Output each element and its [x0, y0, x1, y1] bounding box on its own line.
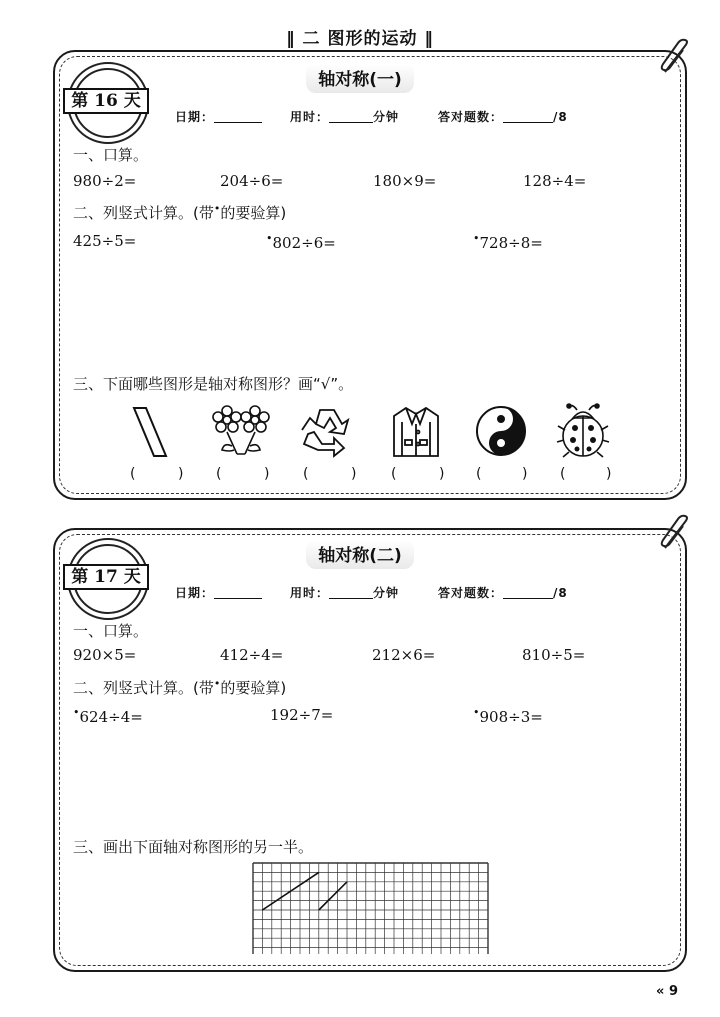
section-draw-heading: 三、画出下面轴对称图形的另一半。	[73, 838, 314, 856]
time-field: 用时： 分钟	[290, 586, 400, 600]
answer-paren-open: (	[391, 466, 397, 482]
oral-problem: 810÷5=	[522, 646, 586, 664]
vertical-problem: •728÷8=	[473, 232, 543, 252]
answer-paren-close: )	[606, 466, 612, 482]
section-vertical-heading: 二、列竖式计算。(带•的要验算)	[73, 202, 287, 222]
parallelogram-icon	[130, 404, 170, 460]
oral-problem: 212×6=	[372, 646, 436, 664]
answer-paren-open: (	[130, 466, 136, 482]
ladybug-icon	[555, 402, 611, 460]
answer-paren-close: )	[264, 466, 270, 482]
oral-problem: 920×5=	[73, 646, 137, 664]
day-badge: 第 17 天	[67, 538, 149, 620]
vertical-problem: •624÷4=	[73, 706, 143, 726]
yin-yang-icon	[474, 404, 528, 458]
figure-segment	[319, 882, 347, 910]
oral-problem: 412÷4=	[220, 646, 284, 664]
lesson-title: 轴对称(一)	[0, 64, 720, 93]
score-field: 答对题数： /8	[438, 586, 568, 600]
answer-paren-open: (	[303, 466, 309, 482]
jacket-icon	[390, 404, 442, 460]
answer-paren-close: )	[351, 466, 357, 482]
time-field: 用时： 分钟	[290, 110, 400, 124]
day-badge: 第 16 天	[67, 62, 149, 144]
section-vertical-heading: 二、列竖式计算。(带•的要验算)	[73, 677, 287, 697]
date-field: 日期：	[175, 584, 262, 601]
score-field: 答对题数： /8	[438, 110, 568, 124]
vertical-problem: •802÷6=	[266, 232, 336, 252]
oral-problem: 180×9=	[373, 172, 437, 190]
section-symmetry-heading: 三、下面哪些图形是轴对称图形？画“√”。	[73, 375, 354, 393]
drawing-grid[interactable]	[252, 862, 489, 954]
answer-paren-close: )	[439, 466, 445, 482]
answer-paren-close: )	[522, 466, 528, 482]
oral-problem: 204÷6=	[220, 172, 284, 190]
vertical-problem: 425÷5=	[73, 232, 137, 250]
answer-paren-open: (	[560, 466, 566, 482]
date-field: 日期：	[175, 108, 262, 125]
recycle-icon	[298, 404, 356, 460]
oral-problem: 128÷4=	[523, 172, 587, 190]
vertical-problem: •908÷3=	[473, 706, 543, 726]
vertical-problem: 192÷7=	[270, 706, 334, 724]
flowers-icon	[210, 402, 272, 462]
section-oral-heading: 一、口算。	[73, 622, 149, 640]
answer-paren-open: (	[476, 466, 482, 482]
lesson-title: 轴对称(二)	[0, 540, 720, 569]
chapter-title: ‖ 二 图形的运动 ‖	[286, 29, 434, 49]
answer-paren-open: (	[216, 466, 222, 482]
oral-problem: 980÷2=	[73, 172, 137, 190]
page-number: « 9	[656, 984, 678, 999]
section-oral-heading: 一、口算。	[73, 146, 149, 164]
answer-paren-close: )	[178, 466, 184, 482]
